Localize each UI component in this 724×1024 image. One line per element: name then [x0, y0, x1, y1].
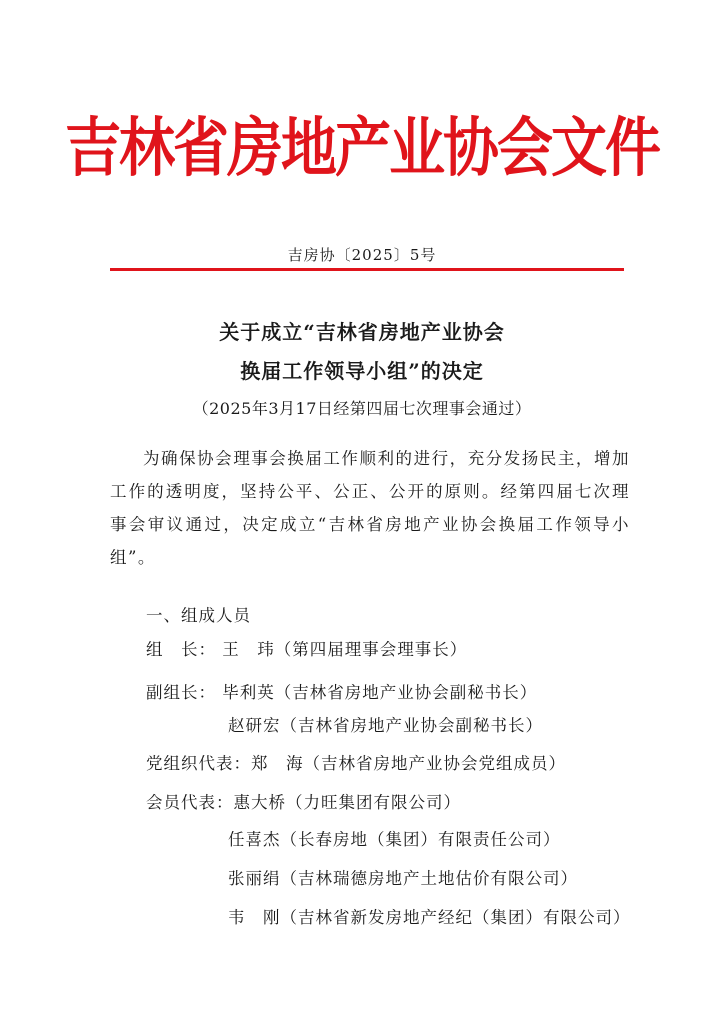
document-subtitle: （2025年3月17日经第四届七次理事会通过）	[192, 399, 532, 418]
body-paragraph: 为确保协会理事会换届工作顺利的进行，充分发扬民主，增加工作的透明度，坚持公平、公正、公开的原则。经第四届七次理事会审议通过，决定成立“吉林省房地产业协会换届工作领导小组”。	[110, 449, 630, 567]
document-title-line-2: 换届工作领导小组”的决定	[240, 359, 484, 383]
member-name: 郑 海	[251, 754, 304, 773]
document-title-line-1: 关于成立“吉林省房地产业协会	[219, 320, 505, 344]
document-number: 吉房协〔2025〕5号	[287, 246, 437, 264]
member-name: 张丽绢	[228, 869, 281, 888]
role-label: 组 长：	[146, 640, 216, 659]
member-row-deputy-1	[146, 679, 537, 703]
role-label: 副组长：	[146, 683, 216, 702]
role-label: 党组织代表：	[146, 754, 251, 773]
member-name: 任喜杰	[228, 830, 281, 849]
member-description: （吉林省房地产业协会党组成员）	[303, 754, 566, 773]
member-name: 韦 刚	[228, 908, 281, 927]
member-description: （吉林省房地产业协会副秘书长）	[274, 683, 538, 702]
member-name: 赵研宏	[228, 716, 281, 735]
role-label: 会员代表：	[146, 793, 234, 812]
member-row-rep-3	[228, 865, 578, 889]
section-heading: 一、组成人员	[146, 606, 251, 625]
member-description: （吉林省新发房地产经纪（集团）有限公司）	[280, 908, 631, 927]
member-row-rep-1	[146, 789, 461, 813]
red-separator-line	[110, 268, 624, 271]
member-description: （力旺集团有限公司）	[286, 793, 461, 812]
member-name: 毕利英	[222, 683, 275, 702]
member-description: （吉林省房地产业协会副秘书长）	[280, 716, 543, 735]
member-row-leader	[146, 636, 467, 660]
member-description: （长春房地（集团）有限责任公司）	[280, 830, 561, 849]
member-row-rep-2	[228, 826, 561, 850]
member-description: （吉林瑞德房地产土地估价有限公司）	[280, 869, 578, 888]
member-name: 惠大桥	[233, 793, 286, 812]
member-description: （第四届理事会理事长）	[274, 640, 468, 659]
member-name: 王 玮	[222, 640, 275, 659]
masthead-title: 吉林省房地产业协会文件	[65, 111, 659, 187]
member-row-rep-4	[228, 904, 631, 928]
member-row-deputy-2	[228, 712, 543, 736]
member-row-party	[146, 750, 566, 774]
